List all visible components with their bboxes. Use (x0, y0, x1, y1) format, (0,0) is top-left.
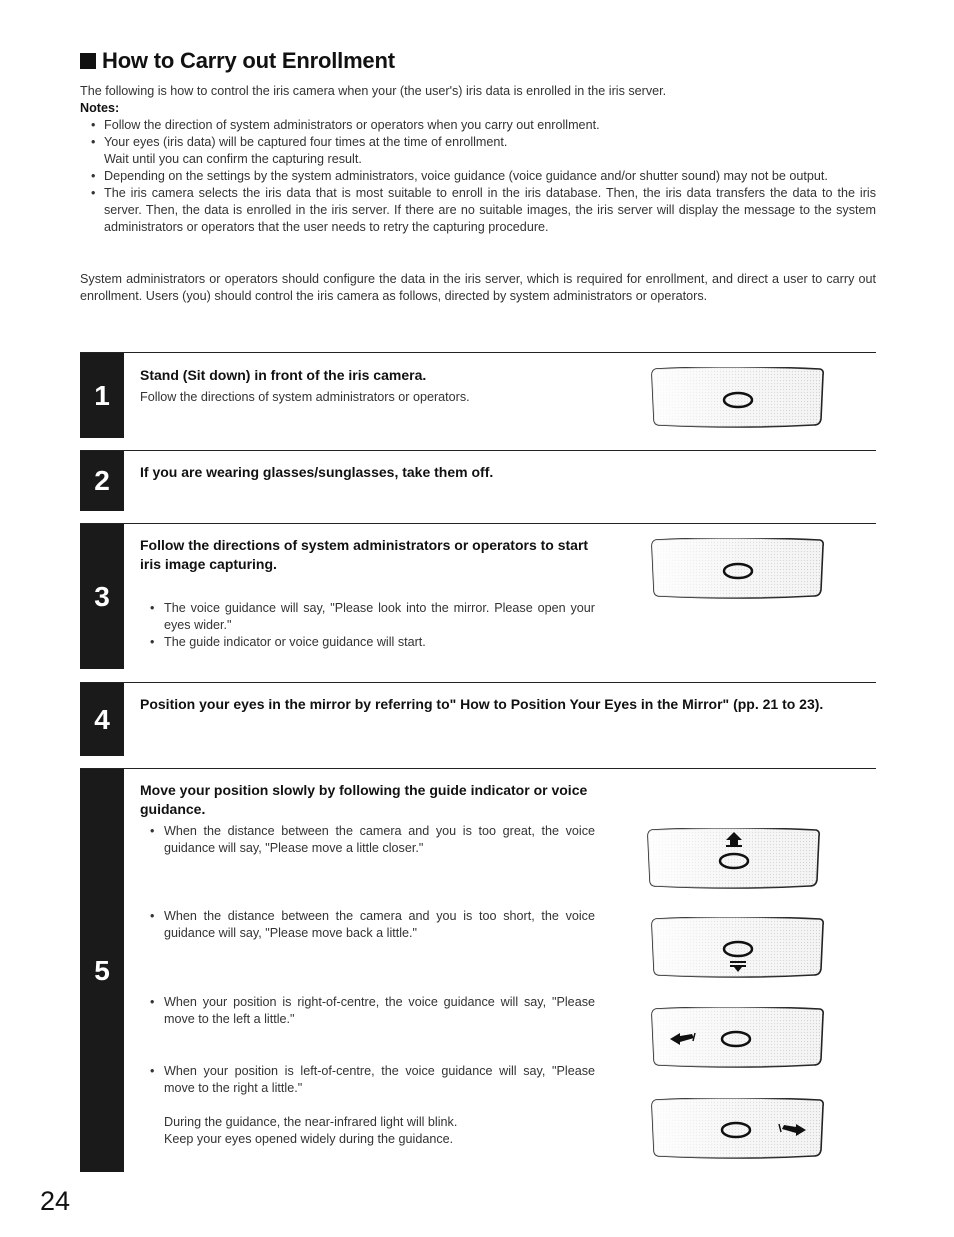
intro-text: The following is how to control the iris camera when your (the user's) iris data is enrolled in the iris server. (80, 84, 667, 98)
step-bullets (140, 600, 595, 651)
step-3 (80, 523, 876, 669)
bullet-item: • The guide indicator or voice guidance will start. (140, 634, 595, 651)
closing-text (164, 1114, 457, 1148)
step-number: 1 (80, 353, 124, 438)
iris-camera-icon (650, 367, 826, 429)
notes-list (80, 117, 876, 236)
bullet-item: • When your position is right-of-centre, the voice guidance will say, "Please move to the left a little." (140, 994, 595, 1028)
step-5 (80, 768, 876, 1172)
note-item: • Depending on the settings by the system administrators, voice guidance (voice guidance and/or shutter sound) may not be output. (80, 168, 876, 185)
step-title: Move your position slowly by following the guide indicator or voice guidance. (140, 782, 588, 817)
intro-section (80, 83, 876, 236)
step-1 (80, 352, 876, 438)
heading-text: How to Carry out Enrollment (102, 48, 395, 73)
step-4 (80, 682, 876, 756)
bullet-item: • The voice guidance will say, "Please look into the mirror. Please open your eyes wider." (140, 600, 595, 634)
step-title: Follow the directions of system administrators or operators to start iris image capturing. (140, 537, 589, 572)
iris-camera-icon (650, 538, 826, 600)
page-number: 24 (40, 1186, 71, 1216)
step-number: 5 (80, 769, 124, 1172)
bullet-item: • When your position is left-of-centre, the voice guidance will say, "Please move to the right a little." (140, 1063, 595, 1097)
step-bullet-closer (140, 823, 595, 857)
step-number: 4 (80, 683, 124, 756)
iris-camera-icon (650, 1098, 826, 1160)
step-bullet-right (140, 1063, 595, 1097)
note-item: • The iris camera selects the iris data that is most suitable to enroll in the iris database. Then, the iris data transfers the data to the iris server. Then, the data is enrolled in the iris server. If there are no suitable images, the iris server will display the message to the system administrators or operators that the user needs to retry the capturing procedure. (80, 185, 876, 236)
bullet-item: • When the distance between the camera and you is too short, the voice guidance will say, "Please move back a little." (140, 908, 595, 942)
iris-camera-icon (646, 828, 822, 890)
iris-camera-icon (650, 1007, 826, 1069)
iris-camera-icon (650, 917, 826, 979)
closing-line: Keep your eyes opened widely during the guidance. (164, 1132, 454, 1146)
closing-line: During the guidance, the near-infrared light will blink. (164, 1115, 458, 1129)
note-item: • Follow the direction of system administrators or operators when you carry out enrollment. (80, 117, 876, 134)
step-title: If you are wearing glasses/sunglasses, take them off. (140, 464, 494, 480)
step-title: Stand (Sit down) in front of the iris camera. (140, 367, 427, 383)
notes-label: Notes: (80, 101, 120, 115)
step-subtext: Follow the directions of system administrators or operators. (140, 390, 470, 404)
step-2 (80, 450, 876, 511)
note-item: • Your eyes (iris data) will be captured four times at the time of enrollment. Wait until you can confirm the capturing result. (80, 134, 876, 168)
step-number: 2 (80, 451, 124, 511)
step-title: Position your eyes in the mirror by referring to" How to Position Your Eyes in the Mirror" (pp. 21 to 23). (140, 696, 824, 712)
page-heading (80, 48, 395, 74)
square-bullet-icon (80, 53, 96, 69)
bullet-item: • When the distance between the camera and you is too great, the voice guidance will say, "Please move a little closer." (140, 823, 595, 857)
step-bullet-back (140, 908, 595, 942)
step-number: 3 (80, 524, 124, 669)
admin-paragraph: System administrators or operators should configure the data in the iris server, which is required for enrollment, and direct a user to carry out enrollment. Users (you) should control the iris camera as follows, directed by system administrators or operators. (80, 272, 876, 303)
step-bullet-left (140, 994, 595, 1028)
